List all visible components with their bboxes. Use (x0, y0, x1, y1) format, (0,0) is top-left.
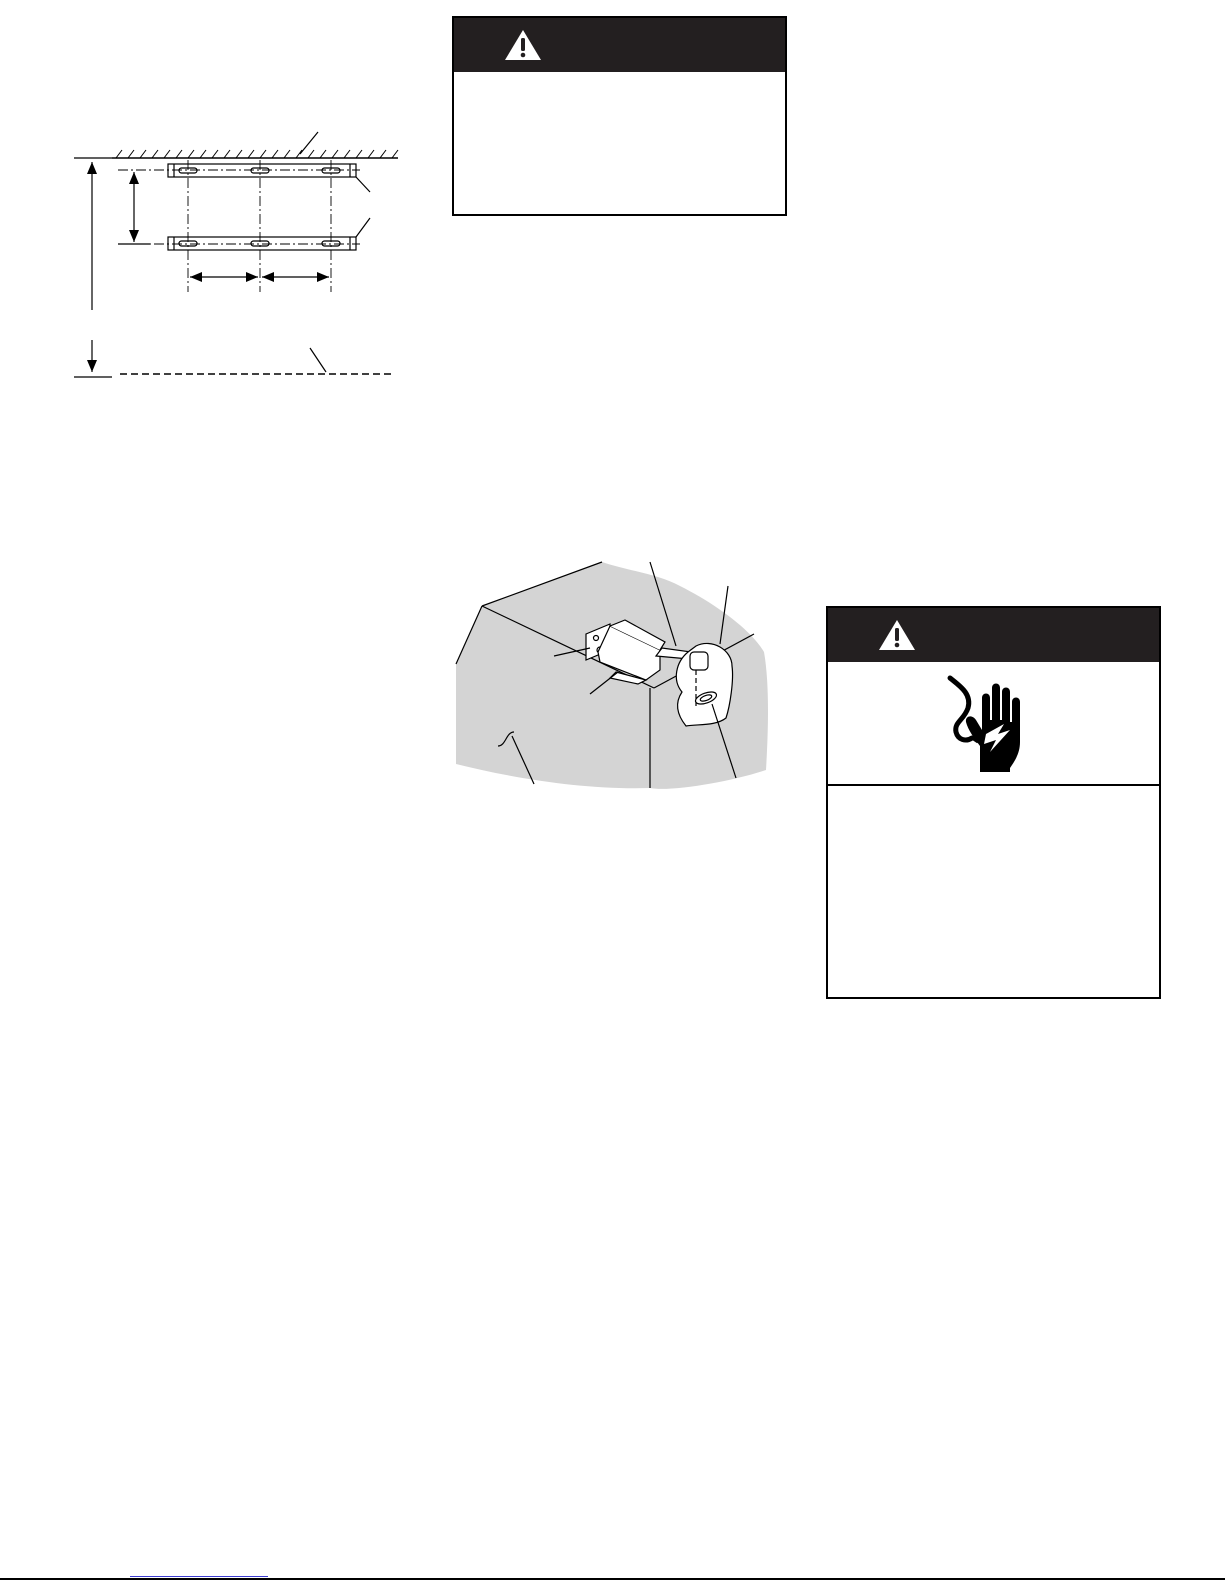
warning-box-top (452, 16, 787, 216)
alert-triangle-icon (504, 28, 542, 62)
warning-header (828, 608, 1159, 662)
electrical-shock-hand-icon (946, 672, 1036, 774)
warning-body (828, 786, 1159, 810)
device-illustration (450, 556, 780, 796)
warning-body (454, 72, 785, 96)
warning-header (454, 18, 785, 72)
bracket-dimension-diagram (0, 0, 420, 400)
hazard-symbol-row (828, 662, 1159, 786)
footer-rule (0, 1578, 1225, 1580)
warning-box-right (826, 606, 1161, 999)
alert-triangle-icon (878, 618, 916, 652)
footer-link-underline[interactable] (130, 1576, 268, 1577)
